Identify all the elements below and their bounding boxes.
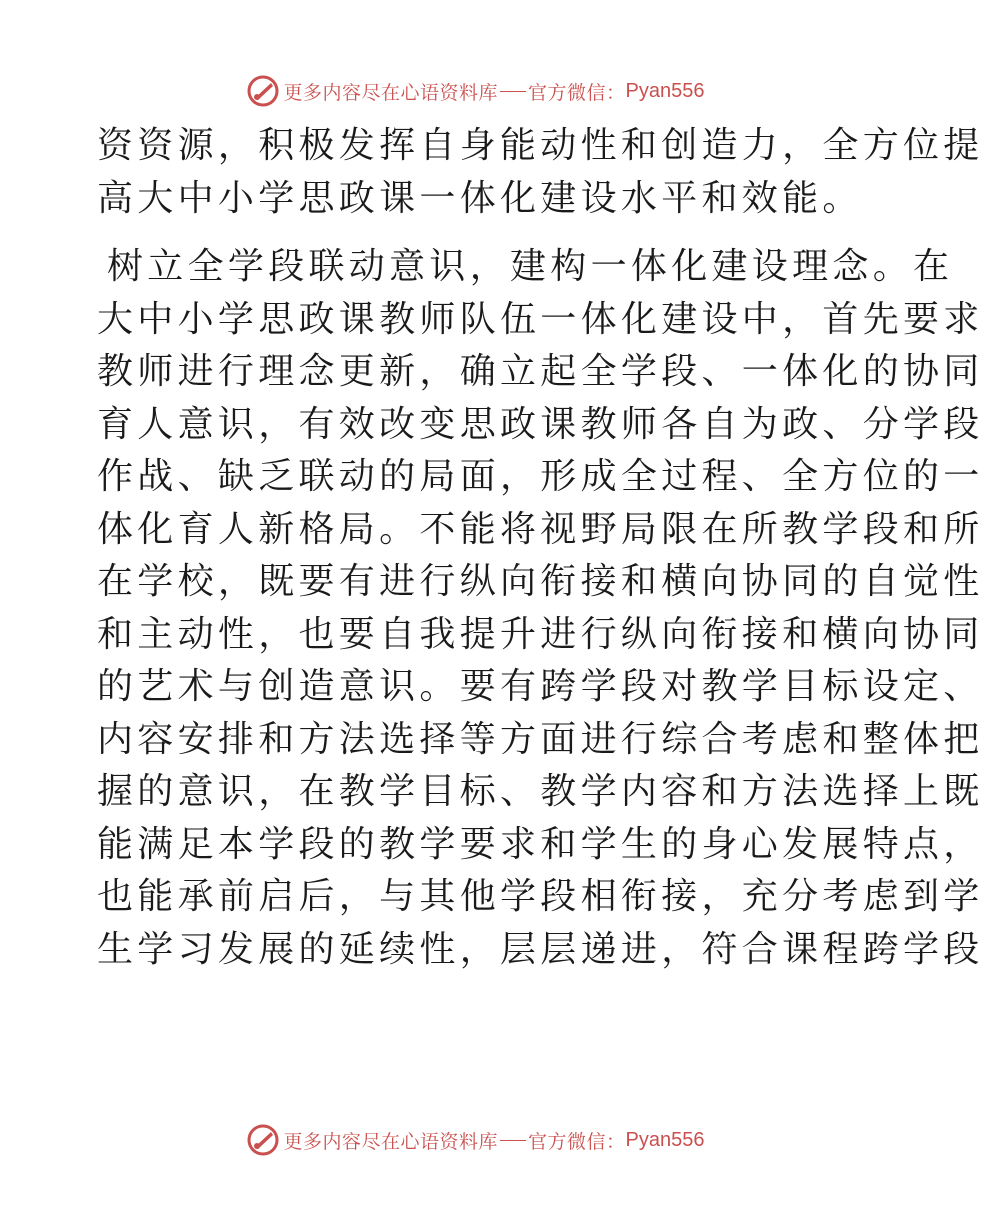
watermark-wechat-label: 官方微信：: [528, 1130, 626, 1153]
watermark-wechat-id: Pyan556: [625, 79, 705, 102]
watermark-wechat-id: Pyan556: [625, 1128, 705, 1151]
text-line: 资资源，积极发挥自身能动性和创造力，全方位提: [97, 125, 984, 166]
text-line: 高大中小学思政课一体化建设水平和效能。: [97, 177, 863, 219]
paragraph-2: [97, 241, 984, 976]
watermark-dash: [500, 1140, 526, 1141]
watermark-text: 更多内容尽在心语资料库: [283, 81, 499, 104]
text-line: 生学习发展的延续性，层层递进，符合课程跨学段: [97, 928, 984, 970]
paragraph-1: [97, 120, 984, 225]
text-line: 的艺术与创造意识。要有跨学段对教学目标设定、: [97, 666, 984, 707]
logo-icon: [246, 74, 280, 108]
header-watermark: [0, 71, 950, 111]
text-line: 作战、缺乏联动的局面，形成全过程、全方位的一: [97, 456, 984, 497]
text-line: 体化育人新格局。不能将视野局限在所教学段和所: [97, 508, 984, 550]
text-line: 树立全学段联动意识，建构一体化建设理念。在: [107, 246, 954, 287]
text-line: 和主动性，也要自我提升进行纵向衔接和横向协同: [97, 613, 984, 655]
text-line: 内容安排和方法选择等方面进行综合考虑和整体把: [97, 718, 984, 760]
text-line: 在学校，既要有进行纵向衔接和横向协同的自觉性: [97, 561, 984, 602]
text-line: 也能承前启后，与其他学段相衔接，充分考虑到学: [97, 876, 984, 917]
text-line: 大中小学思政课教师队伍一体化建设中，首先要求: [97, 298, 984, 340]
text-line: 教师进行理念更新，确立起全学段、一体化的协同: [97, 351, 984, 392]
text-line: 握的意识，在教学目标、教学内容和方法选择上既: [97, 771, 984, 812]
watermark-dash: [500, 91, 526, 92]
logo-icon: [246, 1123, 280, 1157]
text-line: 能满足本学段的教学要求和学生的身心发展特点，: [97, 823, 984, 865]
footer-watermark: [0, 1120, 950, 1160]
document-body: [97, 120, 984, 976]
text-line: 育人意识，有效改变思政课教师各自为政、分学段: [97, 403, 984, 445]
watermark-text: 更多内容尽在心语资料库: [283, 1130, 499, 1153]
watermark-wechat-label: 官方微信：: [528, 81, 626, 104]
